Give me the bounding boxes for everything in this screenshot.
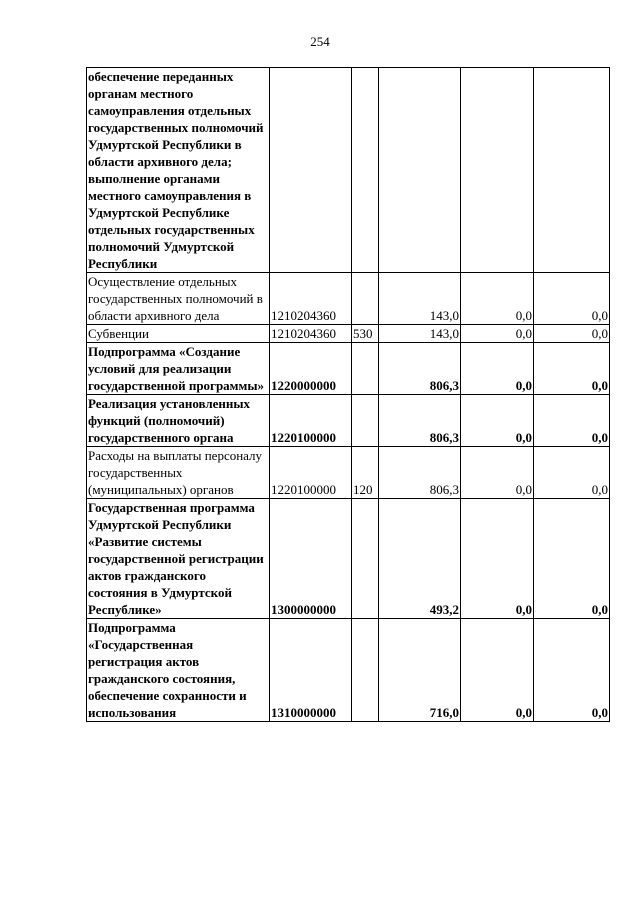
row-name-cell: Субвенции — [87, 325, 270, 343]
expense-type-code-cell — [352, 273, 379, 325]
amount-second-cell: 0,0 — [461, 447, 534, 499]
amount-second-cell: 0,0 — [461, 343, 534, 395]
amount-third-cell: 0,0 — [534, 619, 610, 722]
amount-second-cell: 0,0 — [461, 273, 534, 325]
table-row — [87, 447, 610, 499]
amount-second-cell: 0,0 — [461, 619, 534, 722]
amount-cell: 806,3 — [379, 395, 461, 447]
table-row — [87, 273, 610, 325]
target-article-code-cell: 1220100000 — [270, 395, 352, 447]
expense-type-code-cell: 120 — [352, 447, 379, 499]
expense-type-code-cell — [352, 619, 379, 722]
amount-cell: 493,2 — [379, 499, 461, 619]
amount-third-cell: 0,0 — [534, 499, 610, 619]
row-name-cell: Осуществление отдельных государственных полномочий в области архивного дела — [87, 273, 270, 325]
amount-third-cell: 0,0 — [534, 343, 610, 395]
table-row — [87, 499, 610, 619]
table-row — [87, 619, 610, 722]
amount-third-cell — [534, 68, 610, 273]
target-article-code-cell — [270, 68, 352, 273]
amount-second-cell — [461, 68, 534, 273]
row-name-cell: Государственная программа Удмуртской Республики «Развитие системы государственной регистрации актов гражданского состояния в Удмуртской Республике» — [87, 499, 270, 619]
amount-second-cell: 0,0 — [461, 499, 534, 619]
target-article-code-cell: 1310000000 — [270, 619, 352, 722]
amount-third-cell: 0,0 — [534, 447, 610, 499]
expense-type-code-cell — [352, 499, 379, 619]
target-article-code-cell: 1220100000 — [270, 447, 352, 499]
amount-cell: 806,3 — [379, 447, 461, 499]
table-row — [87, 343, 610, 395]
amount-third-cell: 0,0 — [534, 395, 610, 447]
row-name-cell: Расходы на выплаты персоналу государственных (муниципальных) органов — [87, 447, 270, 499]
table-row — [87, 68, 610, 273]
amount-cell: 143,0 — [379, 325, 461, 343]
amount-cell: 143,0 — [379, 273, 461, 325]
amount-second-cell: 0,0 — [461, 325, 534, 343]
target-article-code-cell: 1210204360 — [270, 325, 352, 343]
target-article-code-cell: 1210204360 — [270, 273, 352, 325]
amount-third-cell: 0,0 — [534, 273, 610, 325]
row-name-cell: обеспечение переданных органам местного самоуправления отдельных государственных полномочий Удмуртской Республики в области архивного дела; выполнение органами местного самоуправления в Удмуртской Республике отдельных государственных полномочий Удмуртской Республики — [87, 68, 270, 273]
target-article-code-cell: 1220000000 — [270, 343, 352, 395]
row-name-cell: Реализация установленных функций (полномочий) государственного органа — [87, 395, 270, 447]
amount-third-cell: 0,0 — [534, 325, 610, 343]
budget-table — [86, 67, 610, 722]
table-row — [87, 325, 610, 343]
amount-cell: 806,3 — [379, 343, 461, 395]
amount-second-cell: 0,0 — [461, 395, 534, 447]
amount-cell: 716,0 — [379, 619, 461, 722]
expense-type-code-cell: 530 — [352, 325, 379, 343]
row-name-cell: Подпрограмма «Государственная регистрация актов гражданского состояния, обеспечение сохранности и использования — [87, 619, 270, 722]
budget-table-body — [87, 68, 610, 722]
amount-cell — [379, 68, 461, 273]
target-article-code-cell: 1300000000 — [270, 499, 352, 619]
row-name-cell: Подпрограмма «Создание условий для реализации государственной программы» — [87, 343, 270, 395]
table-row — [87, 395, 610, 447]
page-number: 254 — [310, 34, 330, 49]
expense-type-code-cell — [352, 68, 379, 273]
expense-type-code-cell — [352, 343, 379, 395]
expense-type-code-cell — [352, 395, 379, 447]
